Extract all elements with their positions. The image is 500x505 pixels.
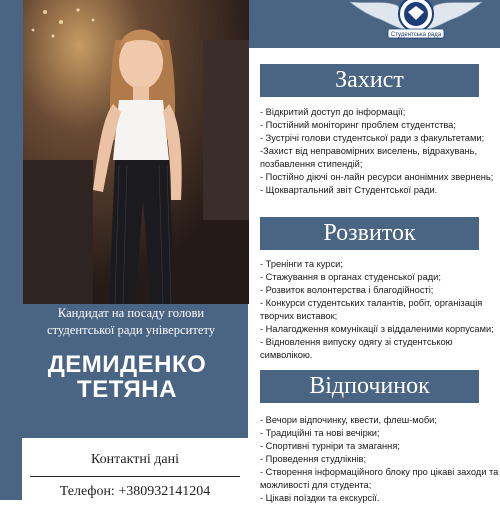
list-item: творчих виставок; xyxy=(260,311,338,321)
section-list-leisure xyxy=(260,414,500,505)
list-item: - Стажування в органах студенської ради; xyxy=(260,272,441,282)
divider xyxy=(30,476,240,477)
candidate-name xyxy=(14,352,240,402)
list-item: - Відновлення випуску одягу зі студентською xyxy=(260,337,453,347)
candidate-photo xyxy=(23,0,249,304)
list-item: - Проведення студлікнів; xyxy=(260,454,367,464)
caption-line: Кандидат на посаду голови xyxy=(57,306,205,320)
list-item: - Зустрічі голови студентської ради з факультетами; xyxy=(260,133,485,143)
list-item: - Традиційні та нові вечірки; xyxy=(260,428,380,438)
list-item: позбавлення стипендій; xyxy=(260,159,363,169)
list-item: - Відкритий доступ до інформації; xyxy=(260,107,406,117)
caption-line: студентської ради університету xyxy=(46,323,216,337)
candidate-caption xyxy=(18,305,244,339)
list-item: - Постійно діючі он-лайн ресурси анонімних звернень; xyxy=(260,172,494,182)
list-item: - Вечори відпочинку, квести, флеш-моби; xyxy=(260,415,437,425)
list-item: - Щоквартальний звіт Студентської ради. xyxy=(260,185,438,195)
list-item: - Тренінги та курси; xyxy=(260,259,343,269)
section-heading-development: Розвиток xyxy=(260,217,479,250)
list-item: символікою. xyxy=(260,350,313,360)
list-item: можливості для студента; xyxy=(260,480,372,490)
section-list-development xyxy=(260,258,500,362)
candidate-surname: ДЕМИДЕНКО xyxy=(47,351,207,378)
contact-phone: Телефон: +380932141204 xyxy=(59,484,211,499)
list-item: - Постійний моніторинг проблем студентства; xyxy=(260,120,456,130)
section-list-protection xyxy=(260,106,500,197)
list-item: - Розвиток волонтерства і благодійності; xyxy=(260,285,434,295)
section-heading-leisure: Відпочинок xyxy=(260,370,479,403)
list-item: - Спортивні турніри та змагання; xyxy=(260,441,400,451)
section-heading-protection: Захист xyxy=(260,64,479,97)
list-item: - Створення інформаційного блоку про цікаві заходи та xyxy=(260,467,499,477)
list-item: - Налагодження комунікації з віддаленими корпусами; xyxy=(260,324,494,334)
logo-text: Студентська рада xyxy=(390,32,442,38)
list-item: - Цікаві поїздки та екскурсії. xyxy=(260,493,380,503)
list-item: -Захист від неправомірних виселень, відрахувань, xyxy=(260,146,478,156)
contact-title: Контактні дані xyxy=(91,452,179,467)
student-council-logo xyxy=(346,0,486,40)
candidate-first-name: ТЕТЯНА xyxy=(77,376,177,403)
list-item: - Конкурси студентських талантів, робіт, організація xyxy=(260,298,483,308)
contact-box xyxy=(22,438,248,500)
